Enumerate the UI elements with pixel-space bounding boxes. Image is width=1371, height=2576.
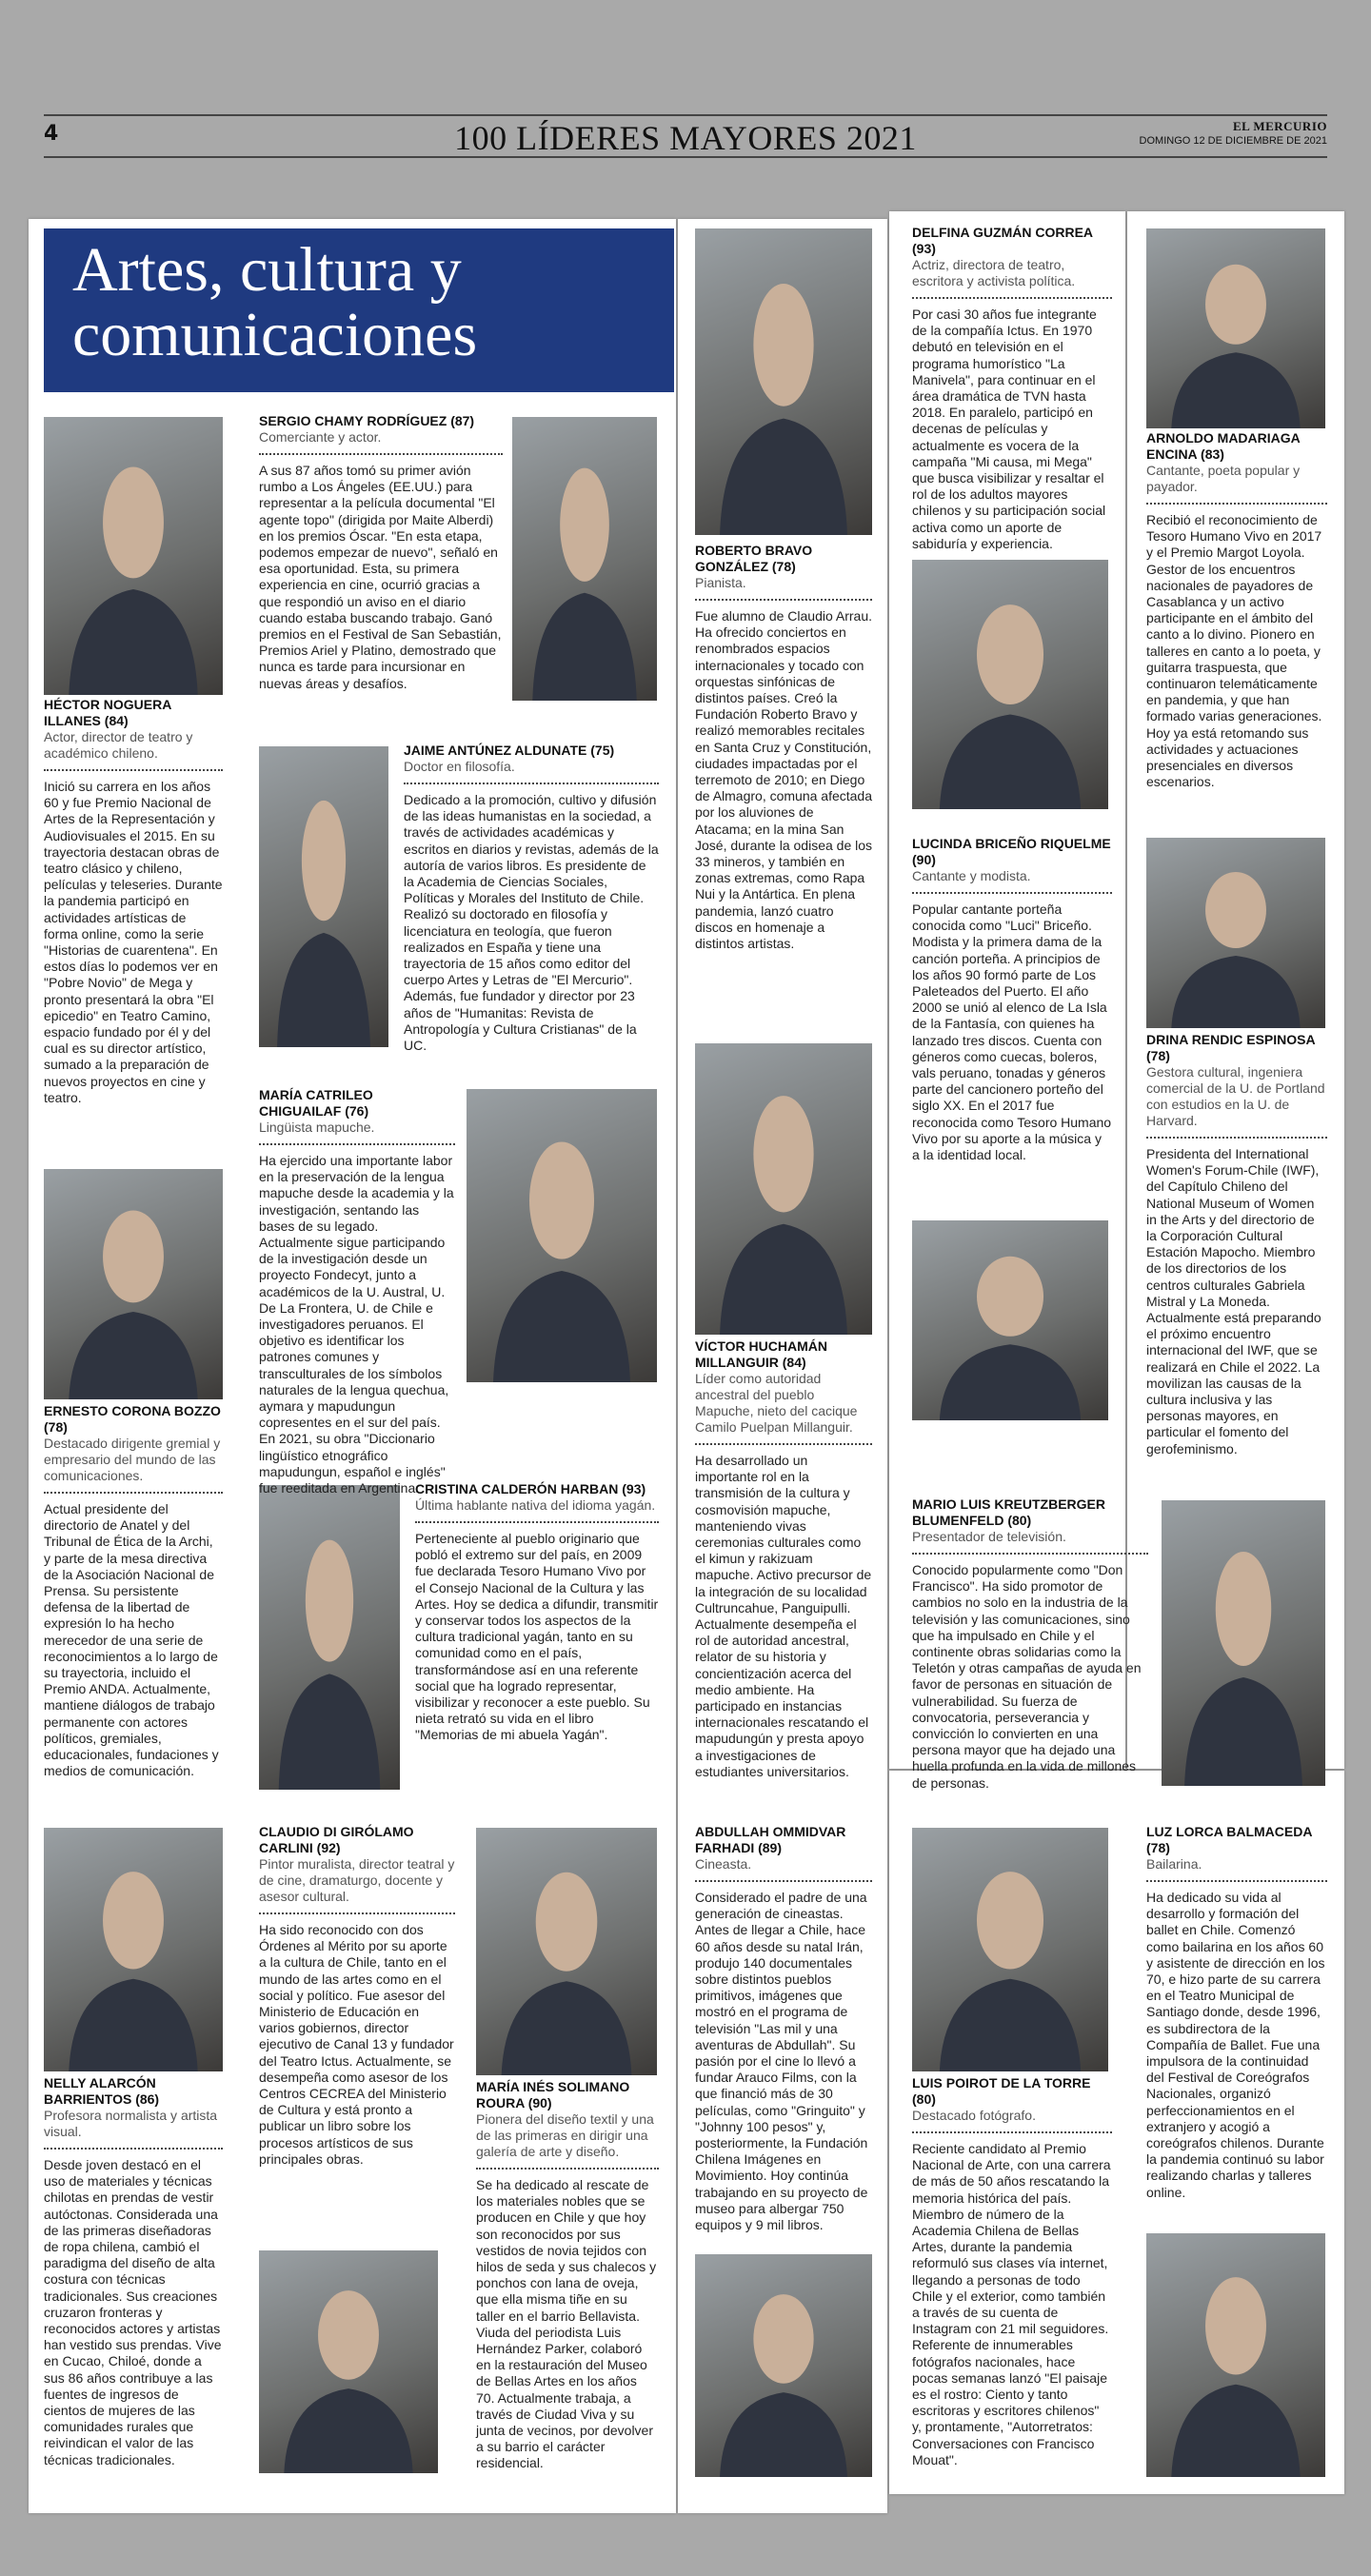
photo-maria-ines xyxy=(476,1828,657,2075)
photo-victor xyxy=(695,1043,872,1335)
profile-text: Inició su carrera en los años 60 y fue Premio Nacional de Artes de la Representación y Audiovisuales el 2015. En su trayectoria destacan obras de teatro clásico y chileno, películas y teleseries. Durante la pandemia participó en actividades artísticas de forma online, como la serie "Historias de cuarentena". En estos días lo podemos ver en "Pobre Novio" de Mega y pronto presentará la obra "El epicedio" en Teatro Camino, espacio fundado por él y del cual es su director artístico, sumado a la preparación de nuevos proyectos en cine y teatro. xyxy=(44,779,223,1105)
profile-role: Lingüista mapuche. xyxy=(259,1120,455,1145)
profile-role: Cineasta. xyxy=(695,1856,872,1882)
profile-name: DELFINA GUZMÁN CORREA (93) xyxy=(912,225,1093,256)
newspaper-info xyxy=(1140,120,1327,148)
portrait-silhouette xyxy=(512,417,657,701)
profile-text: A sus 87 años tomó su primer avión rumbo a Los Ángeles (EE.UU.) para representar a la película documental "El agente topo" (dirigida por Maite Alberdi) en los premios Óscar. "En esta etapa, podemos empezar de nuevo", señaló en esa oportunidad. Esta, su primera experiencia en cine, ocurrió gracias a que respondió un aviso en el diario cuando estaba buscando trabajo. Ganó premios en el Festival de San Sebastián, Premios Ariel y Platino, demostrado que nunca es tarde para incursionar en nuevas áreas y desafíos. xyxy=(259,463,502,691)
photo-luz xyxy=(1146,2233,1325,2477)
portrait-silhouette xyxy=(1162,1500,1325,1786)
profile-role: Bailarina. xyxy=(1146,1856,1327,1882)
profile-jaime xyxy=(404,743,659,1054)
profile-name: CRISTINA CALDERÓN HARBAN (93) xyxy=(415,1481,646,1496)
photo-claudio xyxy=(259,2250,438,2473)
profile-role: Profesora normalista y artista visual. xyxy=(44,2108,223,2150)
profile-luz xyxy=(1146,1824,1327,2201)
portrait-silhouette xyxy=(44,417,223,695)
photo-luis xyxy=(912,1828,1108,2071)
profile-role: Gestora cultural, ingeniera comercial de la U. de Portland con estudios en la U. de Harvard. xyxy=(1146,1064,1327,1139)
photo-arnoldo xyxy=(1146,228,1325,428)
profile-name: MARÍA CATRILEO CHIGUAILAF (76) xyxy=(259,1087,373,1119)
profile-text: Recibió el reconocimiento de Tesoro Humano Vivo en 2017 y el Premio Margot Loyola. Gestor de los encuentros nacionales de payadores de Casablanca y un activo participante en el ámbito del canto a lo divino. Pionero en talleres en canto a lo poeta, y guitarra traspuesta, que continuaron telemáticamente en pandemia, y que han formado varias generaciones. Hoy ya está retomando sus actividades y actuaciones presenciales en diversos escenarios. xyxy=(1146,512,1322,790)
profile-text: Popular cantante porteña conocida como "Luci" Briceño. Modista y la primera dama de la canción porteña. A principios de los años 90 formó parte de Los Paleteados del Puerto. El año 2000 se unió al elenco de La Isla de la Fantasía, con quienes ha lanzado tres discos. Cuenta con géneros como cuecas, boleros, vals peruano, tonadas y géneros parte del cancionero porteño del siglo XX. En el 2017 fue reconocida como Tesoro Humano Vivo por su aporte a la música y a la identidad local. xyxy=(912,902,1112,1163)
profile-name: LUCINDA BRICEÑO RIQUELME (90) xyxy=(912,836,1111,867)
portrait-silhouette xyxy=(259,2250,438,2473)
profile-text: Considerado el padre de una generación de cineastas. Antes de llegar a Chile, hace 60 años desde su natal Irán, produjo 140 documentales sobre distintos pueblos primitivos, imágenes que mostró en el programa de televisión "Las mil y una aventuras de Abdullah". Su pasión por el cine lo llevó a fundar Arauco Films, con la que financió más de 30 películas, como "Gringuito" y "Johnny 100 pesos" y, posteriormente, la Fundación Chilena Imágenes en Movimiento. Hoy continúa trabajando en su proyecto de museo para albergar 750 equipos y 9 mil libros. xyxy=(695,1890,868,2233)
profile-name: ERNESTO CORONA BOZZO (78) xyxy=(44,1403,221,1435)
profile-delfina xyxy=(912,225,1112,552)
photo-jaime xyxy=(259,746,388,1047)
profile-role: Cantante y modista. xyxy=(912,868,1112,894)
profile-text: Perteneciente al pueblo originario que pobló el extremo sur del país, en 2009 fue declarada Tesoro Humano Vivo por el Consejo Nacional de la Cultura y las Artes. Hoy se dedica a difundir, transmitir y conservar todos los aspectos de la cultura tradicional yagán, tanto en su comunidad como en el país, transformándose así en una referente social que ha logrado representar, visibilizar y reconocer a este pueblo. Su nieta retrató su vida en el libro "Memorias de mi abuela Yagán". xyxy=(415,1531,659,1743)
profile-mario xyxy=(912,1496,1148,1792)
portrait-silhouette xyxy=(695,2254,872,2477)
portrait-silhouette xyxy=(695,228,872,535)
profile-name: ARNOLDO MADARIAGA ENCINA (83) xyxy=(1146,430,1301,462)
portrait-silhouette xyxy=(912,560,1108,809)
photo-mario xyxy=(1162,1500,1325,1786)
profile-name: ROBERTO BRAVO GONZÁLEZ (78) xyxy=(695,543,813,574)
photo-lucinda xyxy=(912,1220,1108,1420)
profile-text: Ha ejercido una importante labor en la preservación de la lengua mapuche desde la academia y la investigación, sentando las bases de su legado. Actualmente sigue participando de la investigación desde un proyecto Fondecyt, junto a académicos de la U. Austral, U. De La Frontera, U. de Chile e investigadores peruanos. El objetivo es identificar los patrones comunes y transculturales de los símbolos naturales de la lengua quechua, aymara y mapudungun copresentes en el sur del país. En 2021, su obra "Diccionario lingüístico etnográfico mapudungun, español e inglés" fue reeditada en Argentina. xyxy=(259,1153,454,1496)
portrait-silhouette xyxy=(1146,228,1325,428)
profile-role: Doctor en filosofía. xyxy=(404,759,659,784)
profile-maria-ines xyxy=(476,2079,659,2472)
profile-role: Pionera del diseño textil y una de las primeras en dirigir una galería de arte y diseño. xyxy=(476,2111,659,2170)
profile-sergio xyxy=(259,413,503,692)
profile-text: Desde joven destacó en el uso de materiales y técnicas chilotas en prendas de vestir autóctonas. Considerada una de las primeras diseñadoras de ropa chilena, cambió el paradigma del diseño de alta costura con técnicas tradicionales. Sus creaciones cruzaron fronteras y reconocidos actores y artistas han vestido sus prendas. Vive en Cucao, Chiloé, donde a sus 86 años contribuye a las fuentes de ingresos de cientos de mujeres de las comunidades rurales que reivindican el valor de las técnicas tradicionales. xyxy=(44,2157,222,2467)
photo-ernesto xyxy=(44,1169,223,1399)
profile-name: LUZ LORCA BALMACEDA (78) xyxy=(1146,1824,1312,1855)
newspaper-name: EL MERCURIO xyxy=(1232,119,1327,133)
photo-cristina xyxy=(259,1485,400,1790)
profile-role: Destacado fotógrafo. xyxy=(912,2108,1112,2133)
profile-name: JAIME ANTÚNEZ ALDUNATE (75) xyxy=(404,743,615,758)
profile-name: CLAUDIO DI GIRÓLAMO CARLINI (92) xyxy=(259,1824,414,1855)
profile-drina xyxy=(1146,1032,1327,1457)
profile-role: Presentador de televisión. xyxy=(912,1529,1148,1555)
photo-sergio xyxy=(512,417,657,701)
publication-title: 100 LÍDERES MAYORES 2021 xyxy=(454,119,917,157)
profile-ernesto xyxy=(44,1403,223,1779)
profile-maria-catrileo xyxy=(259,1087,455,1496)
portrait-silhouette xyxy=(44,1828,223,2071)
profile-name: LUIS POIROT DE LA TORRE (80) xyxy=(912,2075,1091,2107)
photo-hector xyxy=(44,417,223,695)
photo-delfina xyxy=(912,560,1108,809)
profile-role: Última hablante nativa del idioma yagán. xyxy=(415,1497,659,1523)
profile-text: Se ha dedicado al rescate de los materiales nobles que se producen en Chile y que hoy son reconocidos por sus vestidos de novia tejidos con hilos de seda y sus chalecos y ponchos con lana de oveja, que ella misma tiñe en su taller en el barrio Bellavista. Viuda del periodista Luis Hernández Parker, colaboró en la restauración del Museo de Bellas Artes en los años 70. Actualmente trabaja, a través de Ciudad Viva y su junta de vecinos, por devolver a su barrio el carácter residencial. xyxy=(476,2177,657,2471)
photo-roberto xyxy=(695,228,872,535)
profile-role: Líder como autoridad ancestral del pueblo Mapuche, nieto del cacique Camilo Puelpan Millanguir. xyxy=(695,1371,872,1445)
page-number: 4 xyxy=(44,122,59,146)
photo-drina xyxy=(1146,838,1325,1028)
portrait-silhouette xyxy=(1146,2233,1325,2477)
profile-name: ABDULLAH OMMIDVAR FARHADI (89) xyxy=(695,1824,846,1855)
section-title: Artes, cultura y comunicaciones xyxy=(44,228,674,392)
profile-text: Actual presidente del directorio de Anatel y del Tribunal de Ética de la Archi, y parte de la mesa directiva de la Asociación Nacional de Prensa. Su persistente defensa de la libertad de expresión lo ha hecho merecedor de una serie de reconocimientos a lo largo de su trayectoria, incluido el Premio ANDA. Actualmente, mantiene diálogos de trabajo permanente con actores políticos, gremiales, educacionales, fundaciones y medios de comunicación. xyxy=(44,1501,219,1779)
profile-text: Presidenta del International Women's Forum-Chile (IWF), del Capítulo Chileno del National Museum of Women in the Arts y del directorio de la Corporación Cultural Estación Mapocho. Miembro de los directorios de los centros culturales Gabriela Mistral y La Moneda. Actualmente está preparando el próximo encuentro internacional del IWF, que se realizará en Chile el 2022. La movilizan las causas de la cultura inclusiva y las personas mayores, en particular el fomento del gerofeminismo. xyxy=(1146,1146,1321,1456)
portrait-silhouette xyxy=(912,1220,1108,1420)
profile-name: MARÍA INÉS SOLIMANO ROURA (90) xyxy=(476,2079,630,2110)
profile-claudio xyxy=(259,1824,455,2168)
profile-victor xyxy=(695,1338,872,1780)
masthead xyxy=(44,114,1327,158)
profile-name: HÉCTOR NOGUERA ILLANES (84) xyxy=(44,697,171,728)
profile-role: Pintor muralista, director teatral y de cine, dramaturgo, docente y asesor cultural. xyxy=(259,1856,455,1914)
profile-lucinda xyxy=(912,836,1112,1163)
photo-abdullah xyxy=(695,2254,872,2477)
portrait-silhouette xyxy=(695,1043,872,1335)
profile-name: VÍCTOR HUCHAMÁN MILLANGUIR (84) xyxy=(695,1338,827,1370)
profile-text: Por casi 30 años fue integrante de la compañía Ictus. En 1970 debutó en televisión en el programa humorístico "La Manivela", para continuar en el área dramática de TVN hasta 2018. En paralelo, participó en decenas de películas y actualmente es vocera de la campaña "Mi causa, mi Mega" que busca visibilizar y resaltar el rol de los adultos mayores chilenos y su participación social activa como un aporte de sabiduría y experiencia. xyxy=(912,307,1106,551)
photo-maria-catrileo xyxy=(467,1089,657,1382)
profile-abdullah xyxy=(695,1824,872,2233)
portrait-silhouette xyxy=(912,1828,1108,2071)
profile-text: Ha sido reconocido con dos Órdenes al Mérito por su aporte a la cultura de Chile, tanto en el mundo de las artes como en el social y político. Fue asesor del Ministerio de Educación en varios gobiernos, director ejecutivo de Canal 13 y fundador del Teatro Ictus. Actualmente, se desempeña como asesor de los Centros CECREA del Ministerio de Cultura y está pronto a publicar un libro sobre los procesos artísticos de sus principales obras. xyxy=(259,1922,454,2167)
portrait-silhouette xyxy=(476,1828,657,2075)
profile-cristina xyxy=(415,1481,659,1744)
portrait-silhouette xyxy=(259,1485,400,1790)
photo-nelly xyxy=(44,1828,223,2071)
portrait-silhouette xyxy=(1146,838,1325,1028)
profile-role: Actor, director de teatro y académico chileno. xyxy=(44,729,223,771)
profile-name: MARIO LUIS KREUTZBERGER BLUMENFELD (80) xyxy=(912,1496,1105,1528)
profile-text: Dedicado a la promoción, cultivo y difusión de las ideas humanistas en la sociedad, a través de actividades académicas y escritos en diarios y revistas, además de la autoría de varios libros. Es presidente de la Academia de Ciencias Sociales, Políticas y Morales del Instituto de Chile. Realizó su doctorado en filosofía y licenciatura en teología, que fueron realizados en España y tiene una trayectoria de 15 años como editor del cuerpo Artes y Letras de "El Mercurio". Además, fue fundador y director por 23 años de "Humanitas: Revista de Antropología y Cultura Cristianas" de la UC. xyxy=(404,792,659,1054)
profile-luis xyxy=(912,2075,1112,2468)
profile-hector xyxy=(44,697,223,1106)
publication-date: DOMINGO 12 DE DICIEMBRE DE 2021 xyxy=(1139,135,1327,147)
profile-name: SERGIO CHAMY RODRÍGUEZ (87) xyxy=(259,413,475,428)
profile-role: Actriz, directora de teatro, escritora y activista política. xyxy=(912,257,1112,299)
profile-text: Fue alumno de Claudio Arrau. Ha ofrecido conciertos en renombrados espacios internacionales y tocado con orquestas sinfónicas de distintos países. Creó la Fundación Roberto Bravo y realizó memorables recitales en Santa Cruz y Constitución, ciudades impactadas por el terremoto de 2010; en Diego de Almagro, comuna afectada por los aluviones de Atacama; en la mina San José, durante la odisea de los 33 mineros, y también en zonas extremas, como Rapa Nui y la Antártica. En plena pandemia, lanzó cuatro discos en homenaje a distintos artistas. xyxy=(695,608,873,952)
profile-text: Ha desarrollado un importante rol en la transmisión de la cultura y cosmovisión mapuche, manteniendo vivas ceremonias culturales como el kimun y rakizuam mapuche. Activo precursor de la integración de su localidad Cultruncahue, Panguipulli. Actualmente desempeña el rol de autoridad ancestral, relator de su historia y concientización acerca del medio ambiente. Ha participado en instancias internacionales rescatando el mapudungún y presta apoyo a investigaciones de estudiantes universitarios. xyxy=(695,1453,872,1779)
profile-text: Ha dedicado su vida al desarrollo y formación del ballet en Chile. Comenzó como bailarina en los años 60 y asistente de dirección en los 70, e hizo parte de su carrera en el Teatro Municipal de Santiago donde, desde 1996, es subdirectora de la Compañía de Ballet. Fue una impulsora de la continuidad del Festival de Coreógrafos Nacionales, organizó perfeccionamientos en el extranjero y acogió a coreógrafos chilenos. Durante la pandemia continuó su labor realizando charlas y talleres online. xyxy=(1146,1890,1325,2200)
profile-role: Cantante, poeta popular y payador. xyxy=(1146,463,1327,505)
profile-roberto xyxy=(695,543,872,952)
portrait-silhouette xyxy=(467,1089,657,1382)
profile-name: DRINA RENDIC ESPINOSA (78) xyxy=(1146,1032,1316,1063)
profile-text: Conocido popularmente como "Don Francisco". Ha sido promotor de cambios no solo en la industria de la televisión y las comunicaciones, sino que ha impulsado en Chile y el continente obras solidarias como la Teletón y otras campañas de ayuda en favor de personas en situación de vulnerabilidad. Su fuerza de convocatoria, perseverancia y convicción lo convierten en una persona mayor que ha dejado una huella profunda en la vida de millones de personas. xyxy=(912,1562,1142,1791)
profile-role: Comerciante y actor. xyxy=(259,429,503,455)
profile-role: Destacado dirigente gremial y empresario del mundo de las comunicaciones. xyxy=(44,1436,223,1494)
profile-role: Pianista. xyxy=(695,575,872,601)
profile-arnoldo xyxy=(1146,430,1327,790)
profile-nelly xyxy=(44,2075,223,2468)
portrait-silhouette xyxy=(44,1169,223,1399)
profile-text: Reciente candidato al Premio Nacional de Arte, con una carrera de más de 50 años rescatando la memoria histórica del país. Miembro de número de la Academia Chilena de Bellas Artes, durante la pandemia reformuló sus clases vía internet, llegando a personas de todo Chile y el exterior, como también a través de su cuenta de Instagram con 21 mil seguidores. Referente de innumerables fotógrafos nacionales, hace pocas semanas lanzó "El paisaje es el rostro: Ciento y tanto escritoras y escritores chilenos" y, prontamente, "Autorretratos: Conversaciones con Francisco Mouat". xyxy=(912,2141,1111,2467)
portrait-silhouette xyxy=(259,746,388,1047)
profile-name: NELLY ALARCÓN BARRIENTOS (86) xyxy=(44,2075,160,2107)
